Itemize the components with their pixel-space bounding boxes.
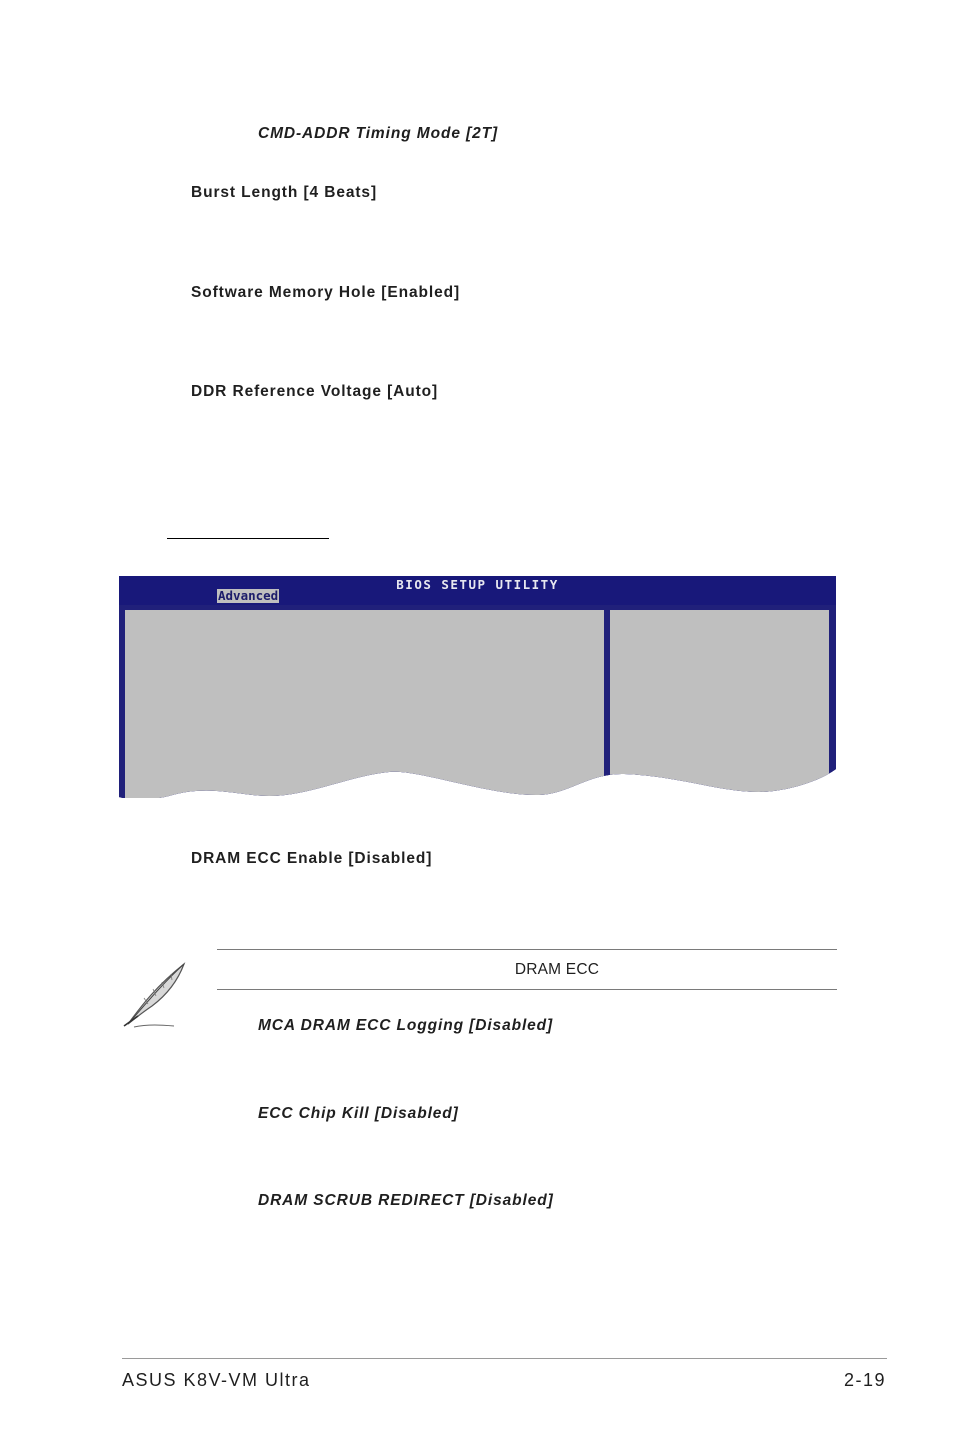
feather-quill-icon [118, 958, 190, 1035]
burst-length: Burst Length [4 Beats] [191, 184, 378, 201]
software-memory-hole: Software Memory Hole [Enabled] [191, 284, 461, 301]
note-item-dram-scrub-redirect: DRAM SCRUB REDIRECT [Disabled] [258, 1192, 554, 1209]
note-item-mca-dram-ecc-logging: MCA DRAM ECC Logging [Disabled] [258, 1017, 554, 1034]
bios-title: BIOS SETUP UTILITY [396, 577, 559, 592]
ddr-reference-voltage: DDR Reference Voltage [Auto] [191, 383, 439, 400]
footer-product: ASUS K8V-VM Ultra [122, 1370, 311, 1390]
note-top-rule [217, 949, 837, 950]
dram-ecc-enable: DRAM ECC Enable [Disabled] [191, 850, 433, 867]
tab-advanced[interactable]: Advanced [218, 588, 279, 603]
note-title: DRAM ECC [514, 961, 600, 978]
bios-frame-graphic [119, 576, 836, 798]
section-underline [167, 538, 329, 539]
note-item-ecc-chip-kill: ECC Chip Kill [Disabled] [258, 1105, 459, 1122]
note-bottom-rule [217, 989, 837, 990]
footer-rule [122, 1358, 887, 1359]
footer-page-number: 2-19 [843, 1370, 886, 1390]
bios-screenshot [119, 576, 836, 798]
cmd-addr-timing-mode: CMD-ADDR Timing Mode [2T] [258, 125, 499, 142]
